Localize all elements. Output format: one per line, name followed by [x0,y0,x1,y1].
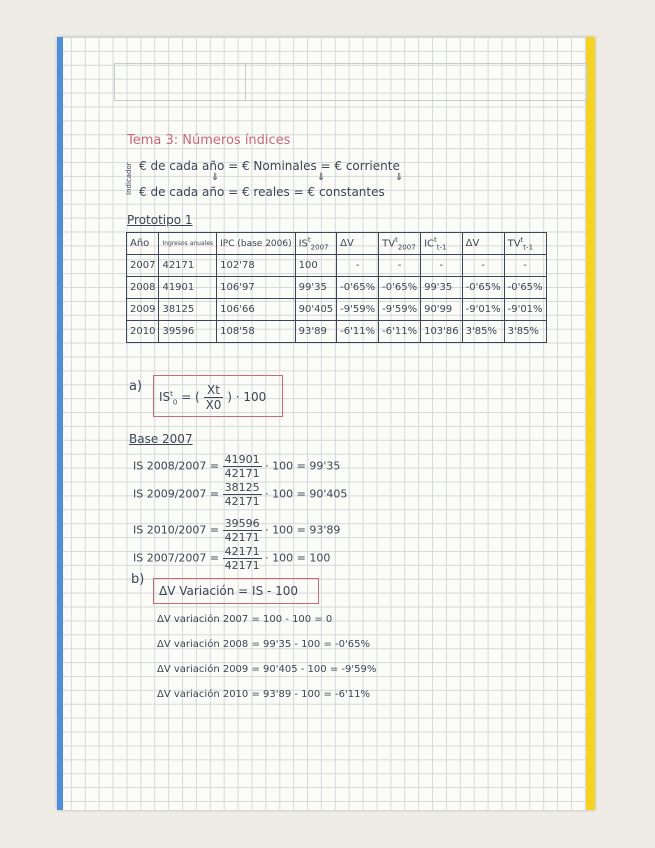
page-title: Tema 3: Números índices [127,133,291,148]
cell: - [421,255,463,277]
section-a-label: a) [129,379,143,394]
cell: 2007 [127,255,159,277]
arrow: ⇓ [211,172,220,183]
table-row [127,321,547,343]
cell: 41901 [159,277,217,299]
variation-line: ΔV variación 2009 = 90'405 - 100 = -9'59% [157,664,377,675]
cell: - [337,255,379,277]
formula-a: $IS^t_0$ = ( $\frac{Xt}{X0}$ ) · 100 [159,383,267,412]
cell: - [504,255,546,277]
cell: 106'97 [217,277,295,299]
table-header: ΔV [462,233,504,255]
cell: -0'65% [504,277,546,299]
cell: 99'35 [295,277,337,299]
variation-line: ΔV variación 2008 = 99'35 - 100 = -0'65% [157,639,370,650]
cell: -0'65% [337,277,379,299]
variation-line: ΔV variación 2007 = 100 - 100 = 0 [157,614,333,625]
calc-line: IS 2008/2007 = $\frac{41901}{42171}$ · 100 = 99'35 [133,453,341,480]
calc-line: IS 2007/2007 = $\frac{42171}{42171}$ · 100 = 100 [133,545,331,572]
cell: 2008 [127,277,159,299]
line-real: € de cada año = € reales = € constantes [139,185,385,199]
cell: -0'65% [462,277,504,299]
cell: 99'35 [421,277,463,299]
table-header-row [127,233,547,255]
table-row [127,277,547,299]
table-header: ΔV [337,233,379,255]
table-header: $TV^t_{2007}$ [379,233,421,255]
margin-yellow [586,37,595,810]
margin-blue [57,37,63,810]
cell: 102'78 [217,255,295,277]
table-header: IPC (base 2006) [217,233,295,255]
cell: 106'66 [217,299,295,321]
side-label: Indicador [125,162,133,195]
prototype-title: Prototipo 1 [127,213,193,227]
cell: -9'59% [379,299,421,321]
cell: 3'85% [504,321,546,343]
cell: 3'85% [462,321,504,343]
base-title: Base 2007 [129,432,193,446]
cell: 2010 [127,321,159,343]
table-header: $IS^t_{2007}$ [295,233,337,255]
table-header: Año [127,233,159,255]
cell: -9'59% [337,299,379,321]
notebook-page [57,37,595,810]
cell: -9'01% [504,299,546,321]
cell: 93'89 [295,321,337,343]
cell: -6'11% [379,321,421,343]
arrow: ⇓ [317,172,326,183]
cell: 38125 [159,299,217,321]
arrow: ⇓ [395,172,404,183]
cell: -9'01% [462,299,504,321]
cell: - [462,255,504,277]
table-row [127,299,547,321]
cell: -0'65% [379,277,421,299]
table-row [127,255,547,277]
cell: 90'99 [421,299,463,321]
table-header: Ingresos anuales [159,233,217,255]
cell: 103'86 [421,321,463,343]
header-box [114,63,587,101]
formula-b: ΔV Variación = IS - 100 [159,584,299,598]
cell: 39596 [159,321,217,343]
cell: - [379,255,421,277]
calc-line: IS 2010/2007 = $\frac{39596}{42171}$ · 100 = 93'89 [133,517,341,544]
cell: 42171 [159,255,217,277]
table-header: $TV^t_{t-1}$ [504,233,546,255]
cell: 2009 [127,299,159,321]
table-header: $IC^t_{t-1}$ [421,233,463,255]
line-nominal: € de cada año = € Nominales = € corriente [139,159,400,173]
calc-line: IS 2009/2007 = $\frac{38125}{42171}$ · 100 = 90'405 [133,481,348,508]
cell: 108'58 [217,321,295,343]
cell: -6'11% [337,321,379,343]
cell: 90'405 [295,299,337,321]
cell: 100 [295,255,337,277]
variation-line: ΔV variación 2010 = 93'89 - 100 = -6'11% [157,689,370,700]
section-b-label: b) [131,572,145,587]
data-table [126,232,547,343]
